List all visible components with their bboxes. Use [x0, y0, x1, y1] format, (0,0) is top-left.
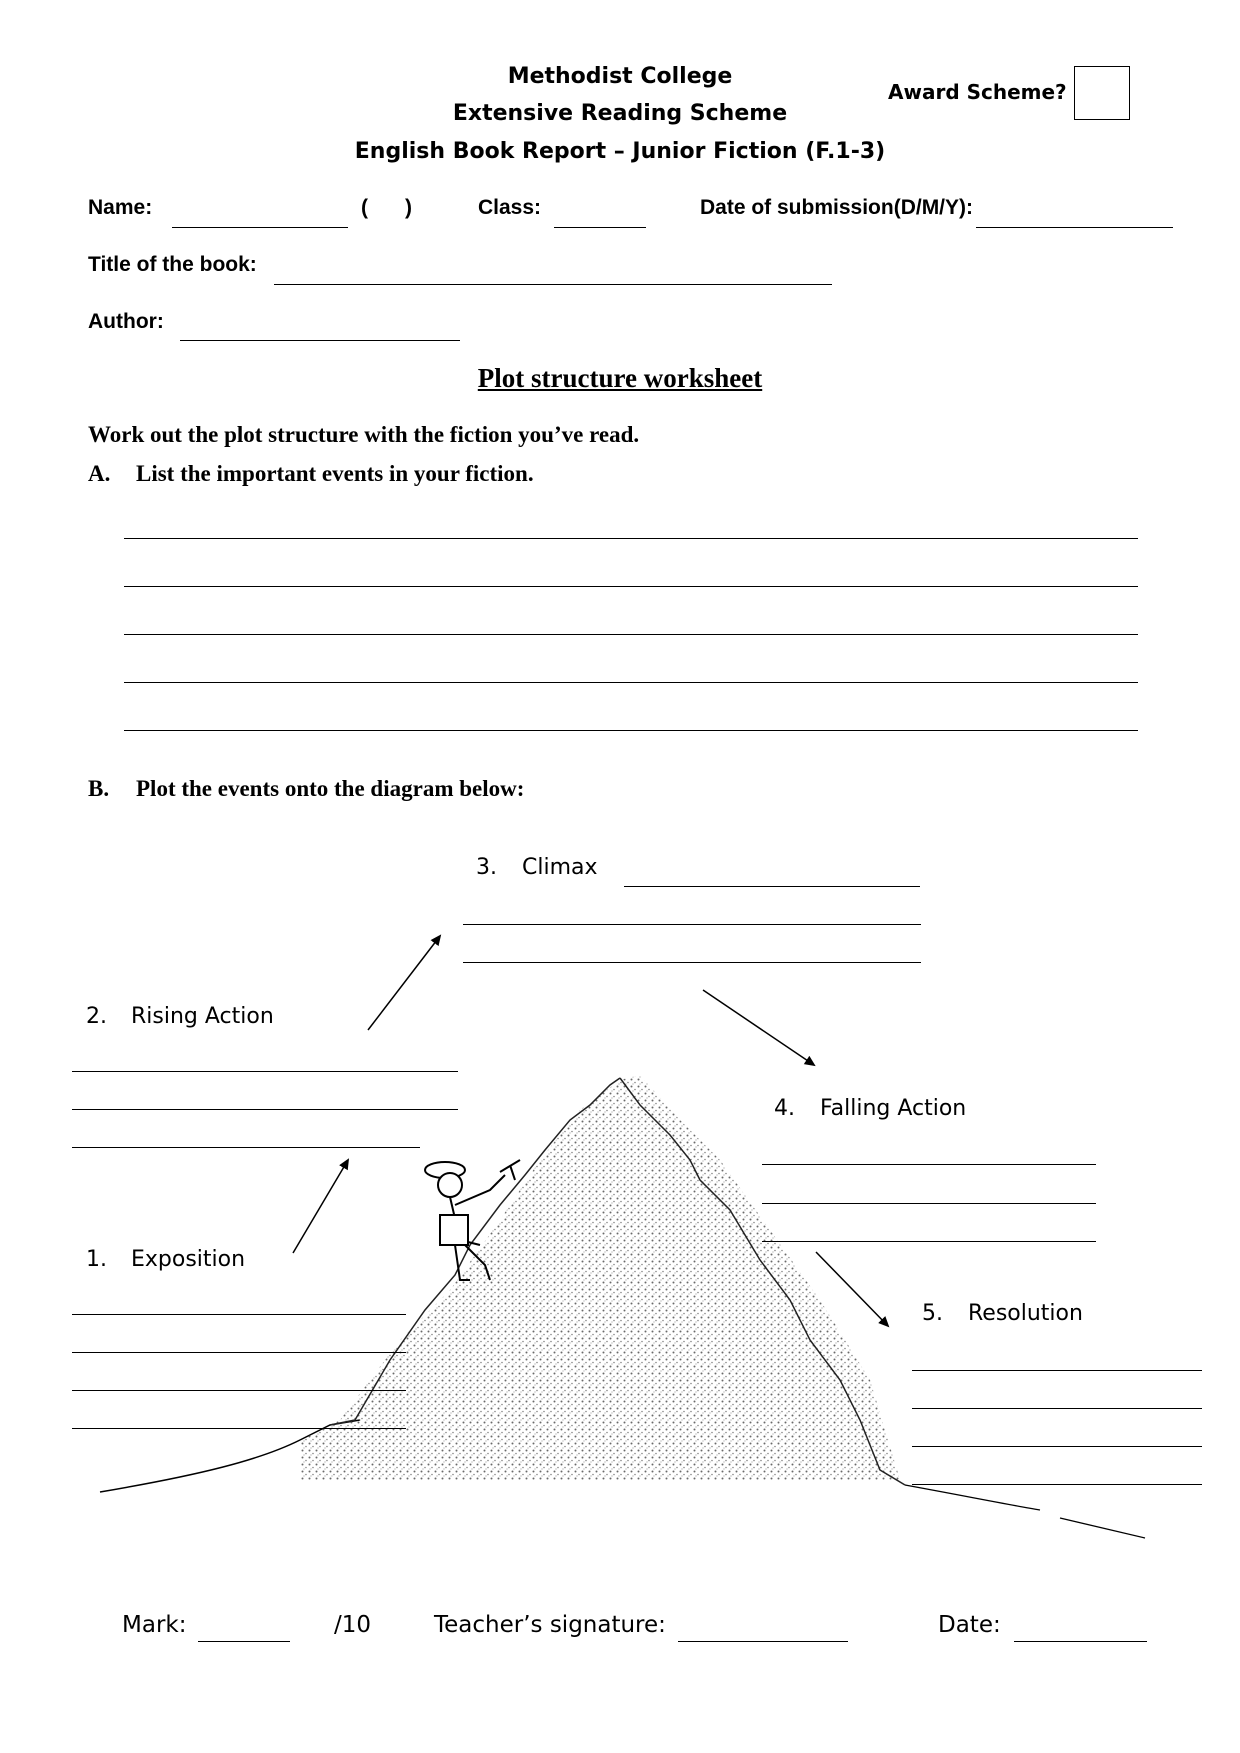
report-title: English Book Report – Junior Fiction (F.1-3)	[354, 139, 886, 164]
stage-resolution-number: 5.	[922, 1301, 943, 1326]
instruction-text: Work out the plot structure with the fiction you’ve read.	[88, 422, 640, 447]
teacher-signature-label: Teacher’s signature:	[434, 1612, 666, 1638]
name-label: Name:	[88, 196, 153, 219]
stage-rising-label: Rising Action	[131, 1004, 274, 1029]
section-a-text: List the important events in your fiction.	[136, 461, 534, 486]
rising-action-line[interactable]	[72, 1071, 458, 1072]
climax-line[interactable]	[463, 962, 921, 963]
climax-line[interactable]	[463, 924, 921, 925]
resolution-line[interactable]	[912, 1408, 1202, 1409]
stage-falling-label: Falling Action	[820, 1096, 967, 1121]
section-a-marker: A.	[88, 461, 111, 486]
mark-label: Mark:	[122, 1612, 187, 1638]
school-name: Methodist College	[507, 64, 733, 89]
book-title-label: Title of the book:	[88, 253, 257, 276]
rising-action-line[interactable]	[72, 1147, 420, 1148]
arrow-climax-to-falling	[703, 990, 814, 1065]
falling-action-line[interactable]	[762, 1164, 1096, 1165]
stage-climax-label: Climax	[522, 855, 598, 880]
paren-open: (	[361, 196, 368, 219]
date-submission-label: Date of submission(D/M/Y):	[700, 196, 974, 219]
falling-action-line[interactable]	[762, 1203, 1096, 1204]
exposition-line[interactable]	[72, 1390, 406, 1391]
climax-line[interactable]	[624, 886, 920, 887]
stage-exposition-number: 1.	[86, 1247, 107, 1272]
worksheet-title: Plot structure worksheet	[477, 363, 763, 393]
footer-date-label: Date:	[938, 1612, 1001, 1638]
scheme-name: Extensive Reading Scheme	[452, 101, 788, 126]
rising-action-line[interactable]	[72, 1109, 458, 1110]
mark-line[interactable]	[198, 1641, 290, 1642]
resolution-line[interactable]	[912, 1446, 1202, 1447]
exposition-line[interactable]	[72, 1314, 406, 1315]
resolution-line[interactable]	[912, 1370, 1202, 1371]
stage-exposition-label: Exposition	[131, 1247, 246, 1272]
mark-total: /10	[334, 1612, 372, 1638]
stage-resolution-label: Resolution	[968, 1301, 1083, 1326]
paren-close: )	[405, 196, 412, 219]
section-b-marker: B.	[88, 776, 110, 801]
resolution-line[interactable]	[912, 1484, 1202, 1485]
exposition-line[interactable]	[72, 1352, 406, 1353]
section-b-text: Plot the events onto the diagram below:	[136, 776, 525, 801]
exposition-line[interactable]	[72, 1428, 406, 1429]
author-label: Author:	[88, 310, 164, 333]
arrow-exposition-to-rising	[293, 1160, 348, 1253]
stage-rising-number: 2.	[86, 1004, 107, 1029]
class-label: Class:	[478, 196, 542, 219]
footer-date-line[interactable]	[1014, 1641, 1147, 1642]
award-scheme-label: Award Scheme?	[888, 80, 1067, 104]
stage-falling-number: 4.	[774, 1096, 795, 1121]
teacher-signature-line[interactable]	[678, 1641, 848, 1642]
arrow-rising-to-climax	[368, 936, 440, 1030]
stage-climax-number: 3.	[476, 855, 497, 880]
falling-action-line[interactable]	[762, 1241, 1096, 1242]
